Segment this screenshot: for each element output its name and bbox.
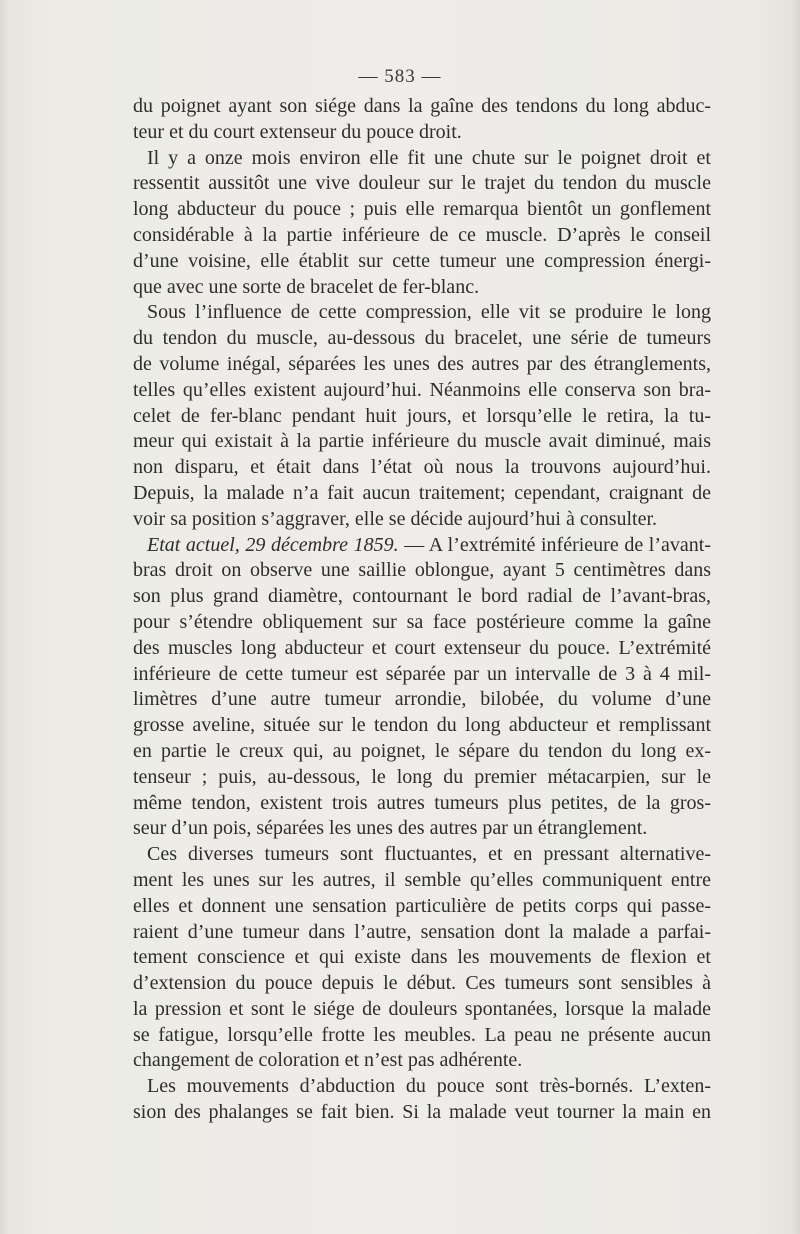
text-line [133,120,711,146]
text-line [133,275,711,301]
line-text: elles et donnent une sensation particulière de petits corps qui passe- [133,894,711,917]
line-text: ressentit aussitôt une vive douleur sur le trajet du tendon du muscle [133,172,711,195]
text-line [133,378,711,404]
text-line [133,326,711,352]
text-line [133,765,711,791]
text-line [133,842,711,868]
text-line [133,300,711,326]
text-line [133,558,711,584]
line-text: telles qu’elles existent aujourd’hui. Néanmoins elle conserva son bra- [133,378,711,401]
line-text: raient d’une tumeur dans l’autre, sensation dont la malade a parfai- [133,920,711,943]
line-text: du poignet ayant son siége dans la gaîne des tendons du long abduc- [133,95,711,117]
text-line [133,481,711,507]
text-line [133,533,711,559]
page-edge-right [790,0,800,1234]
line-text: la pression et sont le siége de douleurs spontanées, lorsque la malade [133,997,711,1020]
line-text: d’une voisine, elle établit sur cette tumeur une compression énergi- [133,249,711,272]
text-line [133,610,711,636]
text-line [133,713,711,739]
page-edge-left [0,0,10,1234]
line-text: grosse aveline, située sur le tendon du long abducteur et remplissant [133,714,711,737]
text-line [133,352,711,378]
text-line [133,816,711,842]
text-line [133,997,711,1023]
line-text: non disparu, et était dans l’état où nous la trouvons aujourd’hui. [133,456,711,479]
text-line [133,404,711,430]
text-line [133,223,711,249]
text-line [133,94,711,120]
line-text: — A l’extrémité inférieure de l’avant- [398,533,711,556]
text-line [133,894,711,920]
text-line [133,636,711,662]
italic-heading: Etat actuel, 29 décembre 1859. [147,533,399,556]
text-line [133,662,711,688]
line-text: bras droit on observe une saillie oblongue, ayant 5 centimètres dans [133,559,711,582]
body-text [133,94,711,1126]
text-line [133,146,711,172]
line-text: de volume inégal, séparées les unes des autres par des étranglements, [133,352,711,375]
text-line [133,1048,711,1074]
text-line [133,584,711,610]
text-line [133,1074,711,1100]
line-text: voir sa position s’aggraver, elle se décide aujourd’hui à consulter. [133,507,658,530]
text-line [133,429,711,455]
text-line [133,507,711,533]
line-text: limètres d’une autre tumeur arrondie, bilobée, du volume d’une [133,688,711,711]
text-line [133,197,711,223]
line-text: du tendon du muscle, au-dessous du bracelet, une série de tumeurs [133,327,711,350]
text-line [133,791,711,817]
line-text: tenseur ; puis, au-dessous, le long du premier métacarpien, sur le [133,765,711,788]
text-line [133,687,711,713]
text-line [133,249,711,275]
text-line [133,868,711,894]
line-text: meur qui existait à la partie inférieure du muscle avait diminué, mais [133,430,711,453]
line-text: tement conscience et qui existe dans les mouvements de flexion et [133,946,711,969]
text-line [133,1023,711,1049]
text-line [133,171,711,197]
line-text: celet de fer-blanc pendant huit jours, et lorsqu’elle le retira, la tu- [133,404,711,427]
line-text: ment les unes sur les autres, il semble qu’elles communiquent entre [133,868,711,891]
line-text: des muscles long abducteur et court extenseur du pouce. L’extrémité [133,636,711,659]
line-text: en partie le creux qui, au poignet, le sépare du tendon du long ex- [133,739,711,762]
line-text: pour s’étendre obliquement sur sa face postérieure comme la gaîne [133,610,711,633]
line-text: changement de coloration et n’est pas adhérente. [133,1049,523,1072]
line-text: Sous l’influence de cette compression, elle vit se produire le long [147,301,711,324]
line-text: seur d’un pois, séparées les unes des autres par un étranglement. [133,817,648,840]
line-text: teur et du court extenseur du pouce droit. [133,120,462,143]
text-line [133,920,711,946]
line-text: d’extension du pouce depuis le début. Ces tumeurs sont sensibles à [133,972,711,995]
text-line [133,971,711,997]
text-line [133,945,711,971]
text-line [133,739,711,765]
line-text: même tendon, existent trois autres tumeurs plus petites, de la gros- [133,791,711,814]
line-text: sion des phalanges se fait bien. Si la malade veut tourner la main en [133,1101,711,1124]
line-text: considérable à la partie inférieure de ce muscle. D’après le conseil [133,223,711,246]
line-text: se fatigue, lorsqu’elle frotte les meubles. La peau ne présente aucun [133,1023,711,1046]
page-number: — 583 — [358,66,442,87]
text-line [133,1100,711,1126]
text-line [133,455,711,481]
line-text: Ces diverses tumeurs sont fluctuantes, et en pressant alternative- [147,843,711,866]
line-text: son plus grand diamètre, contournant le bord radial de l’avant-bras, [133,585,711,608]
line-text: que avec une sorte de bracelet de fer-blanc. [133,275,480,298]
line-text: Les mouvements d’abduction du pouce sont très-bornés. L’exten- [147,1075,711,1098]
line-text: inférieure de cette tumeur est séparée par un intervalle de 3 à 4 mil- [133,662,711,685]
line-text: long abducteur du pouce ; puis elle remarqua bientôt un gonflement [133,198,711,221]
line-text: Depuis, la malade n’a fait aucun traitement; cependant, craignant de [133,481,711,504]
line-text: Il y a onze mois environ elle fit une chute sur le poignet droit et [147,146,711,169]
